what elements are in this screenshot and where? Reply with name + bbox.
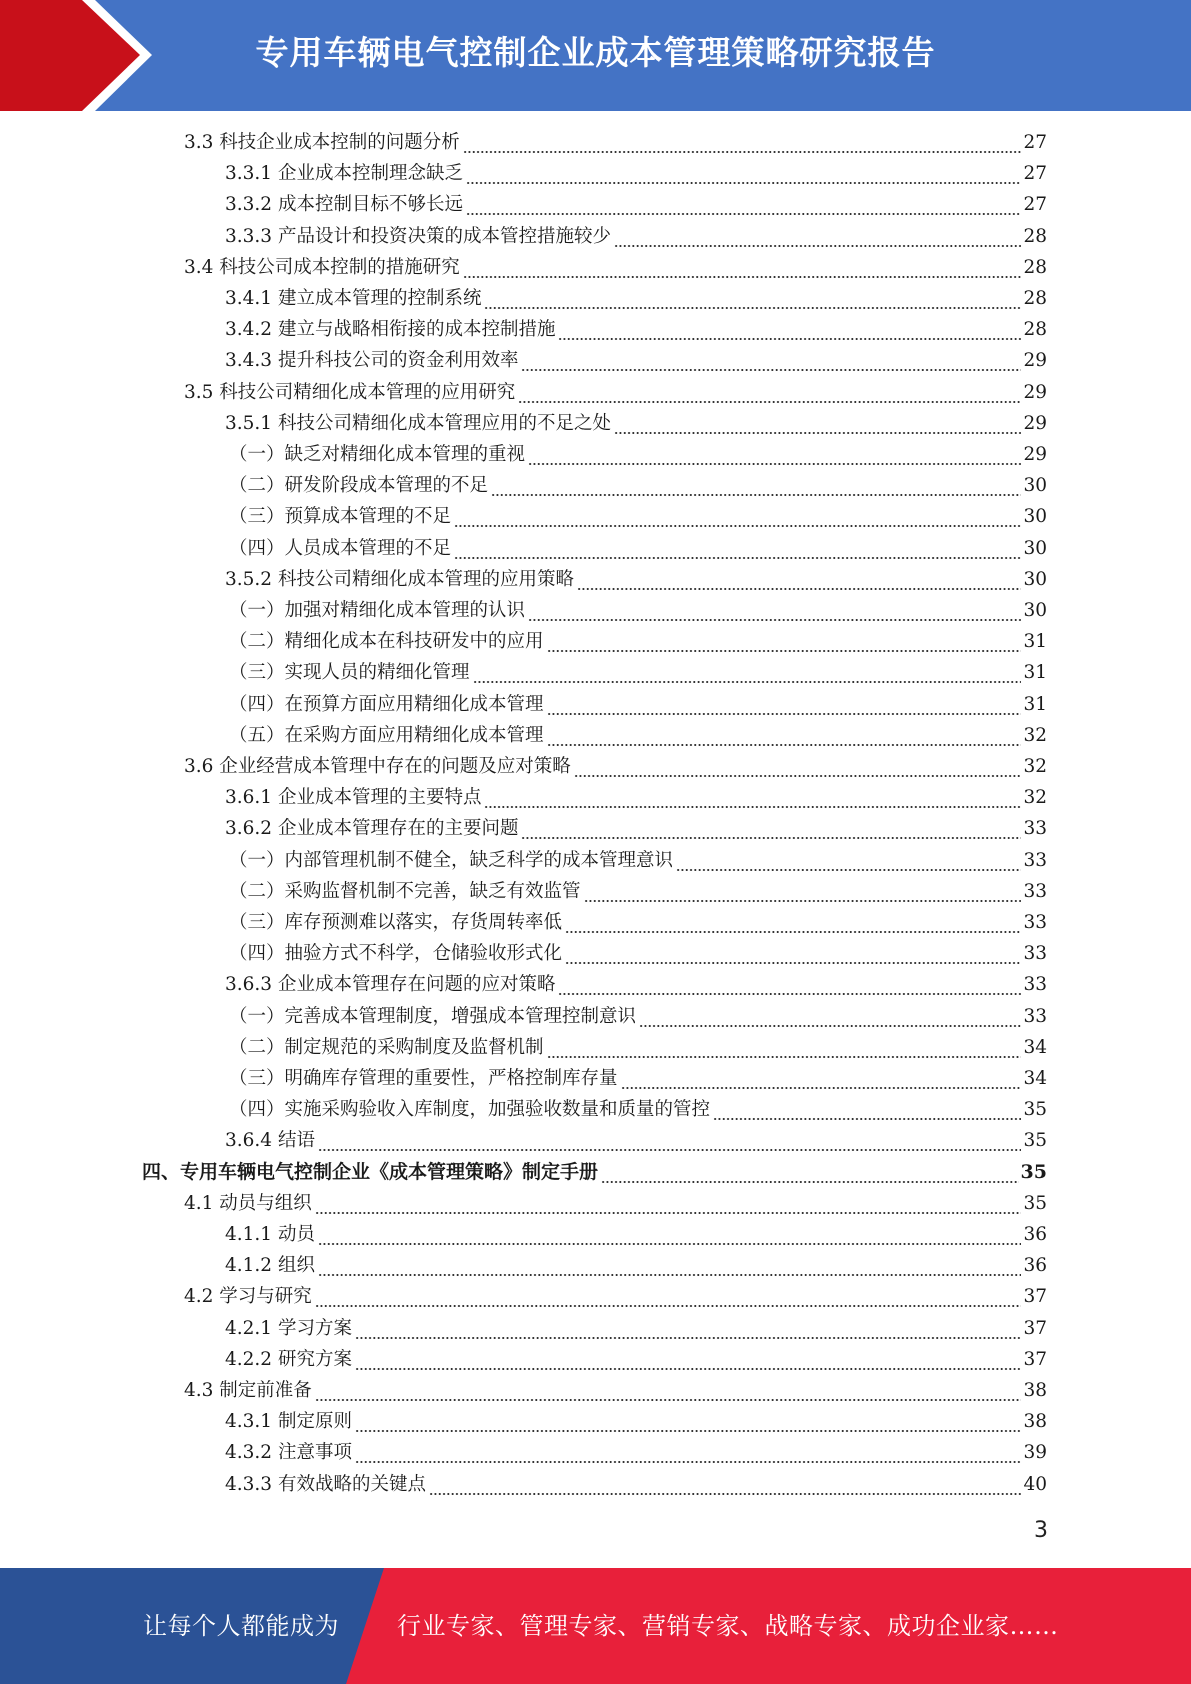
toc-entry-page: 32 — [1023, 787, 1047, 809]
toc-entry-title: （二）采购监督机制不完善，缺乏有效监管 — [229, 880, 581, 902]
toc-entry-page: 38 — [1023, 1411, 1047, 1433]
toc-entry-title: （二）研发阶段成本管理的不足 — [229, 475, 489, 497]
toc-entry-title: 3.5 科技公司精细化成本管理的应用研究 — [184, 381, 516, 403]
toc-dot-leader — [463, 252, 1022, 283]
toc-dot-leader — [521, 813, 1021, 844]
toc-entry-page: 33 — [1023, 1005, 1047, 1027]
toc-entry-title: （三）预算成本管理的不足 — [229, 506, 452, 528]
toc-entry-title: 4.2 学习与研究 — [184, 1286, 312, 1308]
toc-entry-title: （三）库存预测难以落实，存货周转率低 — [229, 912, 563, 933]
toc-dot-leader — [639, 1001, 1021, 1032]
toc-entry-page: 32 — [1023, 756, 1047, 777]
toc-entry[interactable] — [229, 720, 1047, 751]
toc-entry-page: 35 — [1020, 1160, 1047, 1183]
toc-dot-leader — [355, 1344, 1022, 1375]
toc-dot-leader — [614, 408, 1021, 439]
footer-banner — [0, 1568, 1191, 1684]
toc-entry[interactable] — [225, 1250, 1047, 1281]
toc-dot-leader — [318, 1125, 1022, 1156]
page-number: 3 — [1034, 1518, 1048, 1543]
toc-entry[interactable] — [229, 533, 1047, 564]
toc-entry[interactable] — [225, 1219, 1047, 1250]
toc-dot-leader — [463, 127, 1022, 158]
toc-entry-page: 35 — [1023, 1099, 1047, 1121]
toc-dot-leader — [318, 1250, 1022, 1281]
toc-entry-title: 4.2.2 研究方案 — [225, 1348, 352, 1370]
toc-entry-title: 3.4 科技公司成本控制的措施研究 — [184, 256, 460, 278]
toc-entry[interactable] — [225, 1406, 1047, 1437]
toc-entry[interactable] — [229, 501, 1047, 532]
footer-slogan-left: 让每个人都能成为 — [143, 1612, 339, 1640]
toc-entry-title: （一）内部管理机制不健全，缺乏科学的成本管理意识 — [229, 849, 674, 871]
toc-entry-title: 3.3.1 企业成本控制理念缺乏 — [225, 163, 463, 185]
toc-entry-page: 33 — [1023, 912, 1047, 933]
header-title: 专用车辆电气控制企业成本管理策略研究报告 — [255, 33, 936, 72]
toc-entry[interactable] — [225, 221, 1047, 252]
toc-entry[interactable] — [225, 564, 1047, 595]
toc-entry-page: 30 — [1023, 475, 1047, 497]
toc-entry-title: 3.3 科技企业成本控制的问题分析 — [184, 132, 460, 153]
toc-dot-leader — [547, 720, 1022, 751]
toc-dot-leader — [547, 689, 1022, 720]
toc-entry-page: 30 — [1023, 600, 1047, 621]
toc-entry[interactable] — [225, 1313, 1047, 1344]
toc-dot-leader — [518, 377, 1021, 408]
toc-entry-page: 35 — [1023, 1192, 1047, 1214]
toc-entry[interactable] — [184, 377, 1047, 408]
toc-entry[interactable] — [184, 252, 1047, 283]
toc-entry-title: 4.1 动员与组织 — [184, 1192, 312, 1214]
toc-entry-title: （五）在采购方面应用精细化成本管理 — [229, 724, 544, 746]
toc-dot-leader — [315, 1375, 1022, 1406]
toc-entry[interactable] — [225, 158, 1047, 189]
toc-entry-title: 4.1.2 组织 — [225, 1255, 315, 1277]
toc-entry-title: 4.3.1 制定原则 — [225, 1411, 352, 1433]
toc-entry-page: 37 — [1023, 1286, 1047, 1308]
toc-entry-page: 36 — [1023, 1224, 1047, 1245]
toc-entry-page: 36 — [1023, 1255, 1047, 1277]
toc-entry-title: （四）人员成本管理的不足 — [229, 537, 452, 559]
toc-entry-page: 28 — [1023, 256, 1047, 278]
toc-dot-leader — [473, 657, 1022, 688]
toc-entry-page: 30 — [1023, 506, 1047, 528]
toc-dot-leader — [484, 283, 1021, 314]
toc-entry-title: 3.3.2 成本控制目标不够长远 — [225, 194, 463, 216]
toc-entry[interactable] — [225, 314, 1047, 345]
toc-dot-leader — [614, 221, 1021, 252]
toc-entry-title: 4.1.1 动员 — [225, 1224, 315, 1245]
toc-entry[interactable] — [225, 969, 1047, 1000]
toc-entry-title: （四）实施采购验收入库制度，加强验收数量和质量的管控 — [229, 1099, 711, 1121]
toc-dot-leader — [676, 845, 1021, 876]
toc-entry-title: 4.3.3 有效战略的关键点 — [225, 1473, 426, 1495]
toc-entry[interactable] — [229, 1001, 1047, 1032]
toc-dot-leader — [558, 314, 1021, 345]
toc-entry-page: 27 — [1023, 132, 1047, 153]
toc-entry[interactable] — [225, 408, 1047, 439]
toc-dot-leader — [315, 1188, 1022, 1219]
toc-entry[interactable] — [229, 689, 1047, 720]
toc-entry-page: 30 — [1023, 537, 1047, 559]
toc-entry[interactable] — [225, 1469, 1047, 1500]
toc-entry-title: （三）明确库存管理的重要性，严格控制库存量 — [229, 1068, 618, 1089]
toc-entry-title: 3.6.2 企业成本管理存在的主要问题 — [225, 818, 519, 840]
toc-entry[interactable] — [225, 1344, 1047, 1375]
toc-entry-page: 29 — [1023, 381, 1047, 403]
toc-dot-leader — [621, 1063, 1022, 1094]
toc-entry-page: 31 — [1023, 631, 1047, 653]
toc-entry[interactable] — [229, 1063, 1047, 1094]
toc-entry-title: （三）实现人员的精细化管理 — [229, 662, 470, 684]
header-banner — [0, 0, 1191, 111]
toc-dot-leader — [491, 470, 1021, 501]
toc-entry-title: （四）抽验方式不科学，仓储验收形式化 — [229, 943, 563, 965]
toc-dot-leader — [577, 564, 1021, 595]
toc-entry-title: 3.5.1 科技公司精细化成本管理应用的不足之处 — [225, 412, 611, 434]
toc-entry-page: 29 — [1023, 350, 1047, 372]
toc-entry-title: 3.3.3 产品设计和投资决策的成本管控措施较少 — [225, 225, 611, 247]
toc-entry-page: 28 — [1023, 288, 1047, 309]
toc-dot-leader — [454, 533, 1021, 564]
toc-dot-leader — [355, 1406, 1022, 1437]
toc-entry-title: （四）在预算方面应用精细化成本管理 — [229, 693, 544, 715]
toc-dot-leader — [355, 1437, 1022, 1468]
toc-dot-leader — [558, 969, 1021, 1000]
toc-dot-leader — [584, 876, 1022, 907]
toc-entry-page: 31 — [1023, 693, 1047, 715]
toc-entry-page: 28 — [1023, 225, 1047, 247]
toc-dot-leader — [355, 1313, 1022, 1344]
toc-dot-leader — [484, 782, 1021, 813]
toc-entry-page: 33 — [1023, 974, 1047, 996]
toc-entry-page: 29 — [1023, 412, 1047, 434]
toc-entry-page: 39 — [1023, 1442, 1047, 1464]
toc-entry-title: 3.6.3 企业成本管理存在问题的应对策略 — [225, 974, 556, 996]
toc-entry[interactable] — [225, 813, 1047, 844]
toc-dot-leader — [528, 439, 1021, 470]
toc-entry-page: 27 — [1023, 163, 1047, 185]
toc-entry-page: 33 — [1023, 849, 1047, 871]
toc-entry[interactable] — [229, 657, 1047, 688]
toc-entry[interactable] — [229, 938, 1047, 969]
toc-entry-title: （一）加强对精细化成本管理的认识 — [229, 600, 526, 621]
toc-dot-leader — [315, 1281, 1022, 1312]
toc-entry[interactable] — [229, 439, 1047, 470]
toc-entry[interactable] — [184, 751, 1047, 782]
toc-entry[interactable] — [184, 1375, 1047, 1406]
toc-entry-page: 33 — [1023, 818, 1047, 840]
toc-dot-leader — [528, 595, 1021, 626]
toc-entry-title: （二）制定规范的采购制度及监督机制 — [229, 1036, 544, 1058]
toc-entry-title: 4.3 制定前准备 — [184, 1380, 312, 1401]
toc-entry[interactable] — [184, 1188, 1047, 1219]
toc-entry[interactable] — [229, 1094, 1047, 1125]
toc-entry-page: 34 — [1023, 1036, 1047, 1058]
toc-entry-title: 3.6.4 结语 — [225, 1130, 315, 1152]
toc-dot-leader — [547, 1032, 1022, 1063]
toc-entry[interactable] — [229, 876, 1047, 907]
toc-entry-page: 29 — [1023, 444, 1047, 465]
toc-entry-page: 34 — [1023, 1068, 1047, 1089]
toc-dot-leader — [565, 907, 1021, 938]
toc-entry-title: （一）完善成本管理制度，增强成本管理控制意识 — [229, 1005, 637, 1027]
toc-dot-leader — [565, 938, 1021, 969]
toc-entry[interactable] — [225, 283, 1047, 314]
toc-entry-page: 28 — [1023, 319, 1047, 341]
toc-entry[interactable] — [225, 1437, 1047, 1468]
toc-entry[interactable] — [184, 127, 1047, 158]
toc-dot-leader — [454, 501, 1021, 532]
toc-entry-title: 3.6.1 企业成本管理的主要特点 — [225, 787, 482, 809]
toc-entry-page: 38 — [1023, 1380, 1047, 1401]
toc-entry[interactable] — [229, 845, 1047, 876]
toc-entry-title: 4.3.2 注意事项 — [225, 1442, 352, 1464]
toc-entry-page: 27 — [1023, 194, 1047, 216]
toc-dot-leader — [318, 1219, 1022, 1250]
toc-dot-leader — [713, 1094, 1021, 1125]
toc-entry[interactable] — [229, 595, 1047, 626]
toc-entry-page: 40 — [1023, 1473, 1047, 1495]
toc-entry-page: 37 — [1023, 1317, 1047, 1339]
toc-dot-leader — [521, 345, 1021, 376]
toc-entry-title: 3.4.2 建立与战略相衔接的成本控制措施 — [225, 319, 556, 341]
toc-dot-leader — [466, 158, 1021, 189]
toc-entry-page: 30 — [1023, 568, 1047, 590]
toc-entry-title: 4.2.1 学习方案 — [225, 1317, 352, 1339]
toc-entry-page: 32 — [1023, 724, 1047, 746]
toc-entry-title: 四、专用车辆电气控制企业《成本管理策略》制定手册 — [142, 1160, 599, 1183]
toc-entry[interactable] — [225, 1125, 1047, 1156]
toc-entry-title: 3.4.3 提升科技公司的资金利用效率 — [225, 350, 519, 372]
toc-entry-title: 3.6 企业经营成本管理中存在的问题及应对策略 — [184, 756, 571, 777]
toc-entry[interactable] — [225, 345, 1047, 376]
toc-entry-title: 3.4.1 建立成本管理的控制系统 — [225, 288, 482, 309]
toc-entry[interactable] — [225, 189, 1047, 220]
toc-dot-leader — [547, 626, 1022, 657]
toc-entry-title: 3.5.2 科技公司精细化成本管理的应用策略 — [225, 568, 574, 590]
toc-entry[interactable] — [229, 470, 1047, 501]
toc-entry-title: （一）缺乏对精细化成本管理的重视 — [229, 444, 526, 465]
toc-entry[interactable] — [142, 1157, 1047, 1188]
toc-dot-leader — [601, 1157, 1019, 1188]
toc-entry-page: 33 — [1023, 880, 1047, 902]
toc-entry-page: 35 — [1023, 1130, 1047, 1152]
toc-entry-page: 37 — [1023, 1348, 1047, 1370]
toc-entry-page: 33 — [1023, 943, 1047, 965]
toc-entry[interactable] — [184, 1281, 1047, 1312]
toc-entry[interactable] — [229, 1032, 1047, 1063]
toc-dot-leader — [429, 1469, 1021, 1500]
toc-entry[interactable] — [225, 782, 1047, 813]
toc-entry[interactable] — [229, 626, 1047, 657]
toc-dot-leader — [466, 189, 1021, 220]
toc-entry-title: （二）精细化成本在科技研发中的应用 — [229, 631, 544, 653]
toc-entry-page: 31 — [1023, 662, 1047, 684]
toc-entry[interactable] — [229, 907, 1047, 938]
toc-dot-leader — [574, 751, 1022, 782]
footer-slogan-right: 行业专家、管理专家、营销专家、战略专家、成功企业家…… — [397, 1612, 1059, 1640]
